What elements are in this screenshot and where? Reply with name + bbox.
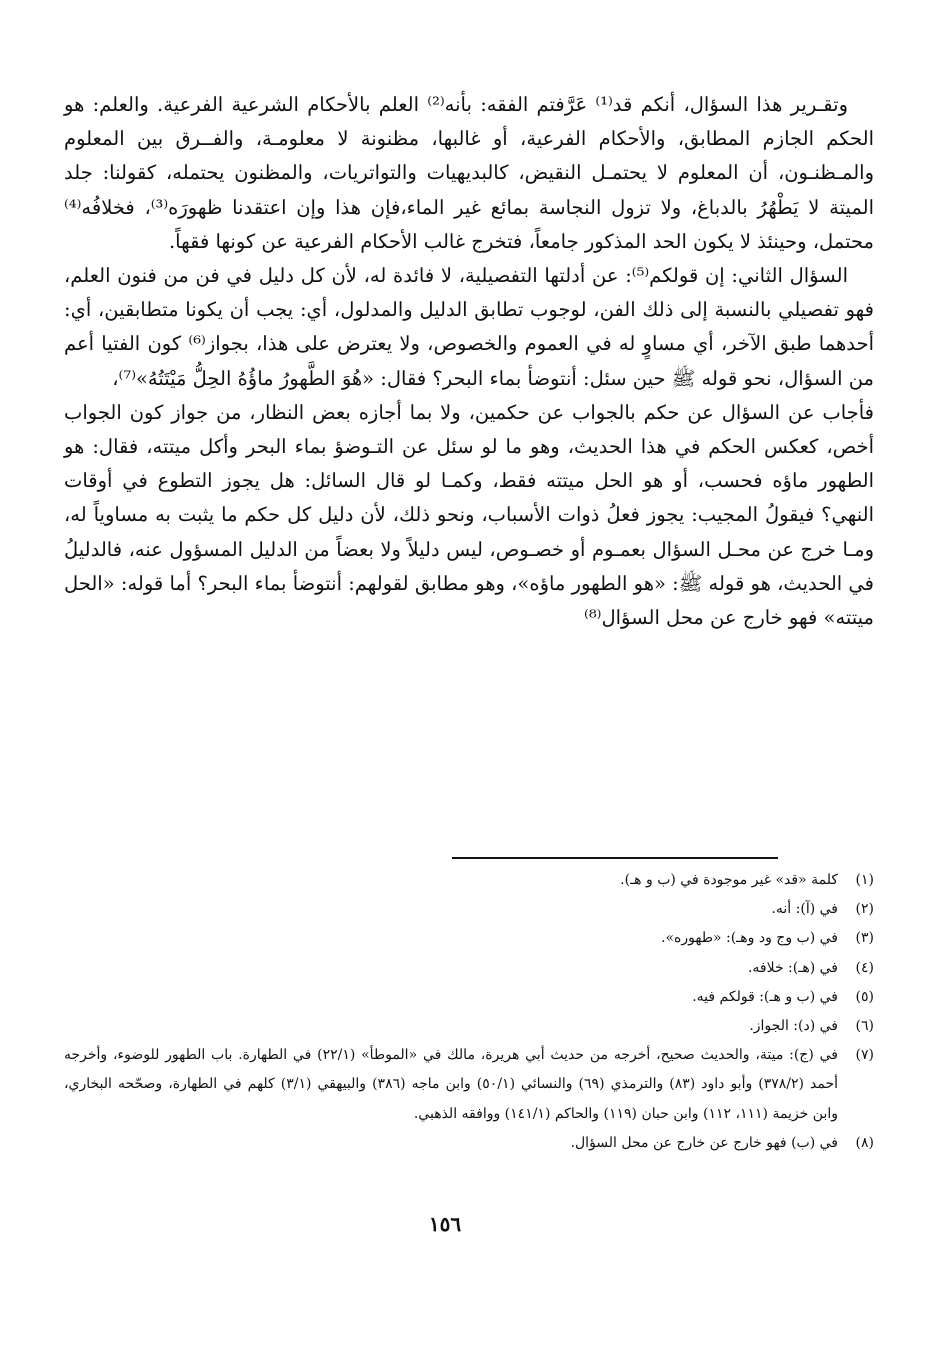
footnote-number: (٣) [855, 930, 874, 947]
paragraph-continuation: فأجاب عن السؤال عن حكم بالجواب عن حكمين، ولا بما أجازه بعض النظار، من جواز كون الجواب أخص، كعكس الحكم في هذا الحديث، وهو ما لو سئل عن التـوضؤ بماء البحر وأكل ميتته، فقال: هو الطهور ماؤه فحسب، أو هو الحل ميتته فقط، وكمـا لو قال السائل: هل يجوز التطوع في أوقات النهي؟ فيقولُ المجيب: يجوز فعلُ ذوات الأسباب، ونحو ذلك، لأن دليل كل حكم ما يثبت به مساوياً له، ومـا خرج عن محـل السؤال بعمـوم أو خصـوص، ليس دليلاً ولا بعضاً من الدليل المسؤول عنه، فالدليلُ في الحديث، هو قوله ﷺ: «هو الطهور ماؤه»، وهو مطابق لقولهم: أنتوضأ بماء البحر؟ أما قوله: «الحل ميتته» فهو خارج عن محل السؤال⁽⁸⁾ [64, 400, 874, 630]
page-number: ١٥٦ [428, 1212, 462, 1236]
footnote-text: في (آ): أنه. [771, 901, 838, 918]
footnote [64, 1012, 874, 1041]
footnote [64, 954, 874, 983]
footnote-text: في (ب) فهو خارج عن خارج عن محل السؤال. [570, 1134, 838, 1151]
footnote-text: في (د): الجواز. [749, 1018, 838, 1035]
footnote-number: (٧) [855, 1047, 874, 1064]
footnote-text: في (هـ): خلافه. [747, 959, 838, 976]
footnote-text: كلمة «قد» غير موجودة في (ب و هـ). [620, 872, 838, 888]
footnote [64, 983, 874, 1012]
footnote-number: (١) [855, 872, 874, 888]
footnote [64, 1041, 874, 1129]
footnote [64, 924, 874, 953]
footnote [64, 895, 874, 924]
footnote-text: في (ب وج ود وهـ): «طهوره». [661, 930, 838, 947]
footnote [64, 866, 874, 895]
footnote-number: (٨) [855, 1134, 874, 1151]
footnote-number: (٥) [855, 988, 874, 1005]
main-text-body [64, 88, 874, 635]
paragraph-first-question: وتقـرير هذا السؤال، أنكم قد⁽¹⁾ عَرَّفتم الفقه: بأنه⁽²⁾ العلم بالأحكام الشرعية الفرعية. والعلم: هو الحكم الجازم المطابق، والأحكام الفرعية، أو غالبها، مظنونة لا معلومـة، والفــرق بين المعلوم والمـظنـون، أن المعلوم لا يحتمـل النقيض، كالبديهيات والتواتريات، والمظنون يحتمله، كقولنا: جلد الميتة لا يَطْهُرُ بالدباغ، ولا تزول النجاسة بمائع غير الماء،فإن هذا وإن اعتقدنا ظهورَه⁽³⁾، فخلافُه⁽⁴⁾ محتمل، وحينئذ لا يكون الحد المذكور جامعاً، فتخرج غالب الأحكام الفرعية عن كونها فقهاً. [64, 93, 874, 253]
footnote-number: (٢) [855, 901, 874, 918]
footnote-number: (٦) [855, 1018, 874, 1035]
footnote-number: (٤) [855, 959, 874, 976]
footnote-separator [452, 857, 778, 859]
paragraph-second-question: السؤال الثاني: إن قولكم⁽⁵⁾: عن أدلتها التفصيلية، لا فائدة له، لأن كل دليل في فن من فنون العلم، فهو تفصيلي بالنسبة إلى ذلك الفن، لوجوب تطابق الدليل والمدلول، أي: يجب أن يكونا متطابقين، أي: أحدهما طبق الآخر، أي مساوٍ له في العموم والخصوص، ولا يعترض على هذا، بجواز⁽⁶⁾ كون الفتيا أعم من السؤال، نحو قوله ﷺ حين سئل: أنتوضأ بماء البحر؟ فقال: «هُوَ الطَّهورُ ماؤُهُ الحِلُّ مَيْتَتُهُ»⁽⁷⁾، [64, 264, 874, 390]
footnote-text: في (ب و هـ): قولكم فيه. [692, 988, 838, 1005]
footnote [64, 1129, 874, 1158]
footnote-text: في (ج): ميتة، والحديث صحيح، أخرجه من حديث أبي هريرة، مالك في «الموطأ» (٢٢/١) في الطهارة. باب الطهور للوضوء، وأخرجه أحمد (٣٧٨/٢) وأبو داود (٨٣) والترمذي (٦٩) والنسائي (٥٠/١) وابن ماجه (٣٨٦) والبيهقي (٣/١) كلهم في الطهارة، وصحّحه البخاري، وابن خزيمة (١١١، ١١٢) وابن حبان (١١٩) والحاكم (١٤١/١) ووافقه الذهبي. [64, 1047, 839, 1122]
footnotes [64, 866, 874, 1158]
